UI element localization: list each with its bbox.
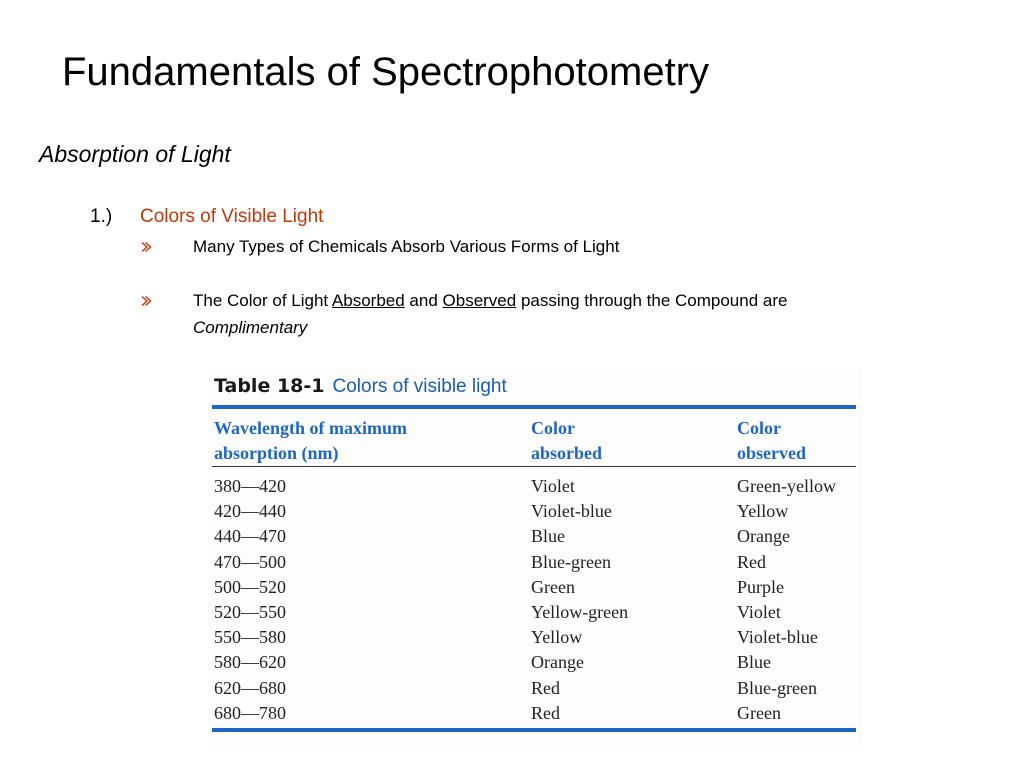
- slide-subtitle: Absorption of Light: [39, 141, 231, 167]
- bullet-text-part: The Color of Light: [193, 291, 332, 310]
- table-caption: [214, 372, 507, 401]
- color-absorbed-cell: Orange: [531, 652, 584, 673]
- wavelength-cell: 580—620: [214, 652, 286, 673]
- color-absorbed-cell: Violet: [531, 476, 575, 496]
- table-row: [206, 575, 862, 600]
- bullet-text-part: and: [404, 291, 443, 310]
- color-absorbed-cell: Blue-green: [531, 551, 611, 572]
- table-row: [206, 676, 862, 701]
- bullet-item: [193, 287, 1003, 341]
- section-heading: Colors of Visible Light: [140, 206, 324, 227]
- color-observed-cell: Violet-blue: [737, 627, 818, 648]
- table-row: [206, 701, 862, 726]
- color-absorbed-cell: Yellow-green: [531, 601, 629, 622]
- color-observed-cell: Blue-green: [737, 677, 817, 698]
- color-observed-cell: Green-yellow: [737, 476, 836, 496]
- color-observed-cell: Purple: [737, 576, 784, 597]
- arrow-bullet-icon: [140, 241, 152, 253]
- color-observed-cell: Yellow: [737, 501, 789, 522]
- observed-term: Observed: [442, 291, 517, 310]
- complimentary-term: Complimentary: [193, 318, 308, 337]
- bullet-item: Many Types of Chemicals Absorb Various Forms of Light: [193, 237, 620, 256]
- table-row: [206, 650, 862, 675]
- color-observed-cell: Orange: [737, 526, 790, 547]
- column-header-color-observed: [737, 416, 806, 466]
- header-line: observed: [737, 443, 806, 463]
- wavelength-cell: 520—550: [214, 601, 286, 622]
- wavelength-cell: 500—520: [214, 576, 286, 597]
- table-bottom-rule: [212, 728, 856, 732]
- color-absorbed-cell: Violet-blue: [531, 501, 612, 522]
- wavelength-cell: 440—470: [214, 526, 286, 547]
- table-title: Colors of visible light: [332, 376, 507, 397]
- wavelength-cell: 680—780: [214, 702, 286, 723]
- header-line: absorbed: [531, 443, 603, 463]
- table-row: [206, 524, 862, 549]
- color-observed-cell: Violet: [737, 601, 781, 622]
- color-absorbed-cell: Green: [531, 576, 575, 597]
- table-row: [206, 474, 862, 499]
- wavelength-cell: 470—500: [214, 551, 286, 572]
- color-absorbed-cell: Blue: [531, 526, 565, 547]
- column-header-color-absorbed: [531, 416, 602, 466]
- table-number: Table 18-1: [214, 375, 325, 397]
- table-body: [206, 474, 862, 726]
- table-header-rule: [212, 466, 856, 467]
- table-row: [206, 625, 862, 650]
- table-row: [206, 600, 862, 625]
- slide-title: Fundamentals of Spectrophotometry: [62, 50, 710, 94]
- arrow-bullet-icon: [140, 295, 152, 307]
- wavelength-cell: 620—680: [214, 677, 286, 698]
- color-observed-cell: Green: [737, 702, 781, 723]
- table-row: [206, 550, 862, 575]
- column-header-wavelength: [214, 416, 407, 466]
- color-absorbed-cell: Yellow: [531, 627, 583, 648]
- colors-table-figure: [206, 368, 862, 748]
- wavelength-cell: 380—420: [214, 476, 286, 496]
- table-top-rule: [212, 405, 856, 409]
- absorbed-term: Absorbed: [331, 291, 405, 310]
- color-observed-cell: Blue: [737, 652, 771, 673]
- bullet-text-part: passing through the Compound are: [516, 291, 788, 310]
- header-line: Color: [531, 418, 575, 438]
- header-line: Color: [737, 418, 781, 438]
- section-number: 1.): [90, 206, 113, 227]
- color-observed-cell: Red: [737, 551, 766, 572]
- wavelength-cell: 550—580: [214, 627, 286, 648]
- table-row: [206, 499, 862, 524]
- header-line: Wavelength of maximum: [214, 418, 407, 438]
- wavelength-cell: 420—440: [214, 501, 286, 522]
- header-line: absorption (nm): [214, 443, 339, 463]
- color-absorbed-cell: Red: [531, 702, 560, 723]
- color-absorbed-cell: Red: [531, 677, 560, 698]
